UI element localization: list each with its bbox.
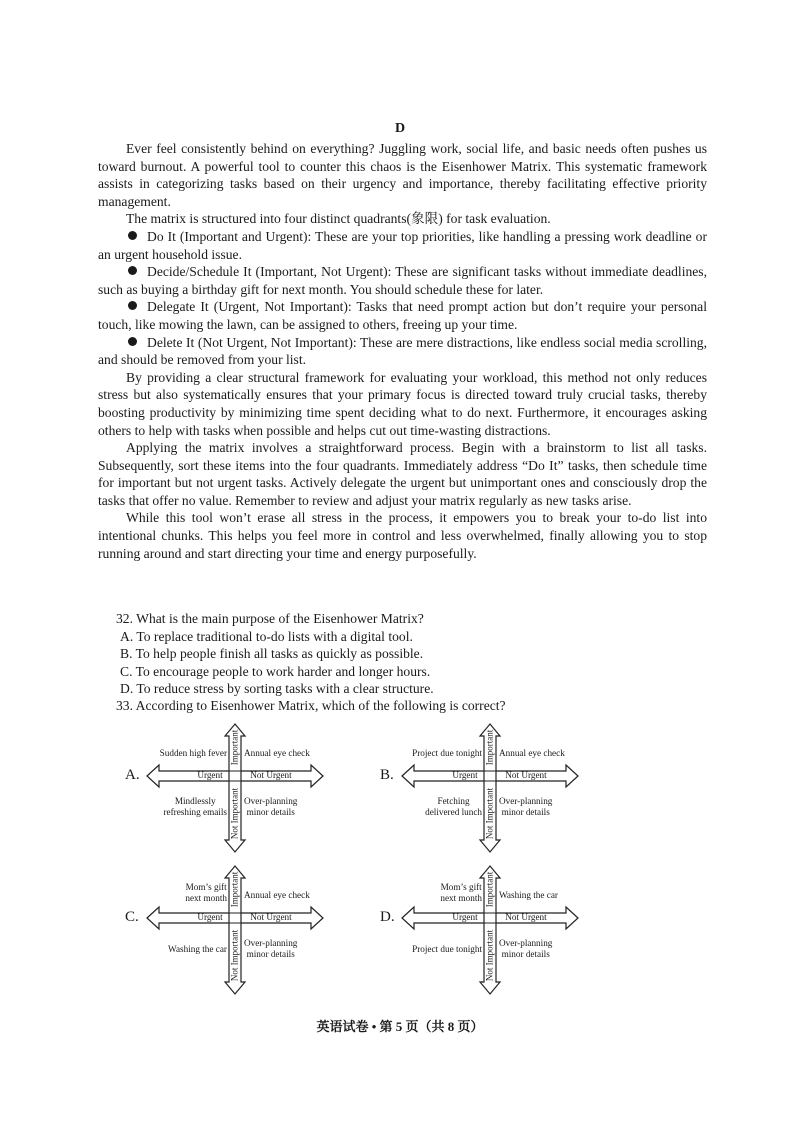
bullet-item <box>98 263 707 298</box>
quadrant-important-urgent <box>185 882 227 904</box>
matrix-letter: D. <box>380 909 395 925</box>
bullet-item <box>98 228 707 263</box>
quadrant-line: Project due tonight <box>412 748 482 758</box>
bullet-text: Decide/Schedule It (Important, Not Urgent): These are significant tasks without immediate deadlines, such as buying a birthday gift for next month. You should schedule these for later. <box>98 264 707 297</box>
quadrant-line: minor details <box>501 949 550 959</box>
quadrant-line: Over-planning <box>499 796 553 806</box>
paragraph: By providing a clear structural framework for evaluating your workload, this method not only reduces stress but also systematically ensures that your primary focus is directed toward truly crucial tasks, thereby boosting productivity by minimizing time spent deciding what to do next. Furthermore, it encourages asking others to help with tasks when possible and helps cut out time-wasting distractions. <box>98 369 707 438</box>
axis-label-important: Important <box>229 729 240 766</box>
bullet-text: Delete It (Not Urgent, Not Important): These are mere distractions, like endless social media scrolling, and should be removed from your list. <box>98 334 707 368</box>
option-c: C. To encourage people to work harder and longer hours. <box>120 663 431 679</box>
quadrant-line: Annual eye check <box>499 748 565 758</box>
quadrant-important-not-urgent <box>244 748 310 759</box>
quadrant-important-urgent <box>412 748 482 759</box>
quadrant-not-important-urgent <box>425 796 482 818</box>
matrix-option-b <box>380 722 580 860</box>
axis-label-urgent: Urgent <box>197 912 223 922</box>
bullet-icon <box>128 266 137 275</box>
bullet-text: Do It (Important and Urgent): These are your top priorities, like handling a pressing work deadline or an urgent household issue. <box>98 228 707 262</box>
quadrant-not-important-not-urgent <box>244 938 297 960</box>
quadrant-line: next month <box>185 893 227 903</box>
quadrant-important-not-urgent <box>499 890 558 901</box>
bullet-text: Delegate It (Urgent, Not Important): Tasks that need prompt action but don’t require your personal touch, like mowing the lawn, can be assigned to others, freeing up your time. <box>98 299 707 332</box>
matrix-option-d <box>380 864 580 1002</box>
axis-label-not-important: Not Important <box>484 787 495 840</box>
quadrant-important-urgent <box>160 748 227 759</box>
passage <box>98 140 707 562</box>
bullet-item <box>98 298 707 333</box>
axis-label-not-important: Not Important <box>229 787 240 840</box>
quadrant-line: Project due tonight <box>412 944 482 954</box>
option-d: D. To reduce stress by sorting tasks with a clear structure. <box>120 681 434 697</box>
quadrant-not-important-urgent <box>168 944 227 955</box>
axis-label-not-urgent: Not Urgent <box>505 912 547 922</box>
question-32 <box>116 610 434 698</box>
paragraph: The matrix is structured into four distinct quadrants(象限) for task evaluation. <box>126 211 551 227</box>
quadrant-not-important-not-urgent <box>499 938 552 960</box>
quadrant-not-important-urgent <box>163 796 227 818</box>
quadrant-line: Fetching <box>437 796 470 806</box>
quadrant-line: refreshing emails <box>163 807 227 817</box>
quadrant-line: Over-planning <box>499 938 553 948</box>
quadrant-line: Sudden high fever <box>159 748 227 758</box>
quadrant-line: Over-planning <box>244 938 298 948</box>
quadrant-important-urgent <box>440 882 482 904</box>
matrix-axes <box>125 722 325 860</box>
option-a: A. To replace traditional to-do lists with a digital tool. <box>120 628 413 644</box>
option-b: B. To help people finish all tasks as quickly as possible. <box>120 646 424 662</box>
quadrant-line: Mom’s gift <box>440 882 482 892</box>
axis-label-urgent: Urgent <box>452 912 478 922</box>
axis-label-urgent: Urgent <box>197 770 223 780</box>
matrix-option-a <box>125 722 325 860</box>
quadrant-line: minor details <box>246 949 295 959</box>
quadrant-line: Mindlessly <box>174 796 216 806</box>
bullet-item <box>98 334 707 369</box>
quadrant-line: minor details <box>501 807 550 817</box>
matrix-letter: B. <box>380 767 394 783</box>
paragraph: While this tool won’t erase all stress in the process, it empowers you to break your to-do list into intentional chunks. This helps you feel more in control and less overwhelmed, finally allowing you to stop running around and start directing your time and energy purposefully. <box>98 510 707 561</box>
quadrant-line: Washing the car <box>168 944 227 954</box>
axis-label-urgent: Urgent <box>452 770 478 780</box>
matrix-letter: A. <box>125 767 140 783</box>
paragraph: Applying the matrix involves a straightforward process. Begin with a brainstorm to list all tasks. Subsequently, sort these items into the four quadrants. Immediately address “Do It” tasks, then schedule time for important but not urgent tasks. Actively delegate the urgent but unimportant ones and consciously drop the tasks that offer no value. Remember to review and adjust your matrix regularly as new tasks arise. <box>98 440 707 508</box>
matrix-axes <box>380 722 580 860</box>
section-title: D <box>394 121 406 136</box>
axis-label-not-important: Not Important <box>229 929 240 982</box>
quadrant-not-important-not-urgent <box>499 796 552 818</box>
quadrant-line: Washing the car <box>499 890 558 900</box>
quadrant-line: Annual eye check <box>244 748 310 758</box>
bullet-icon <box>128 231 137 240</box>
quadrant-line: delivered lunch <box>425 807 482 817</box>
paragraph: Ever feel consistently behind on everything? Juggling work, social life, and basic needs often pushes us toward burnout. A powerful tool to counter this chaos is the Eisenhower Matrix. This systematic framework assists in categorizing tasks based on their urgency and importance, thereby facilitating effective priority management. <box>98 141 707 209</box>
quadrant-line: Annual eye check <box>244 890 310 900</box>
quadrant-important-not-urgent <box>244 890 310 901</box>
axis-label-important: Important <box>484 729 495 766</box>
axis-label-not-important: Not Important <box>484 929 495 982</box>
quadrant-line: Over-planning <box>244 796 298 806</box>
bullet-icon <box>128 337 137 346</box>
question-text: 32. What is the main purpose of the Eisenhower Matrix? <box>116 611 424 626</box>
quadrant-line: Mom’s gift <box>185 882 227 892</box>
axis-label-not-urgent: Not Urgent <box>250 770 292 780</box>
quadrant-not-important-urgent <box>412 944 482 955</box>
matrix-option-c <box>125 864 325 1002</box>
page-footer: 英语试卷 • 第 5 页（共 8 页） <box>316 1019 484 1034</box>
axis-label-important: Important <box>229 871 240 908</box>
matrix-letter: C. <box>125 909 139 925</box>
quadrant-important-not-urgent <box>499 748 565 759</box>
axis-label-not-urgent: Not Urgent <box>250 912 292 922</box>
quadrant-line: minor details <box>246 807 295 817</box>
quadrant-not-important-not-urgent <box>244 796 297 818</box>
question-33-text: 33. According to Eisenhower Matrix, which of the following is correct? <box>116 698 506 713</box>
bullet-icon <box>128 301 137 310</box>
axis-label-important: Important <box>484 871 495 908</box>
axis-label-not-urgent: Not Urgent <box>505 770 547 780</box>
quadrant-line: next month <box>440 893 482 903</box>
